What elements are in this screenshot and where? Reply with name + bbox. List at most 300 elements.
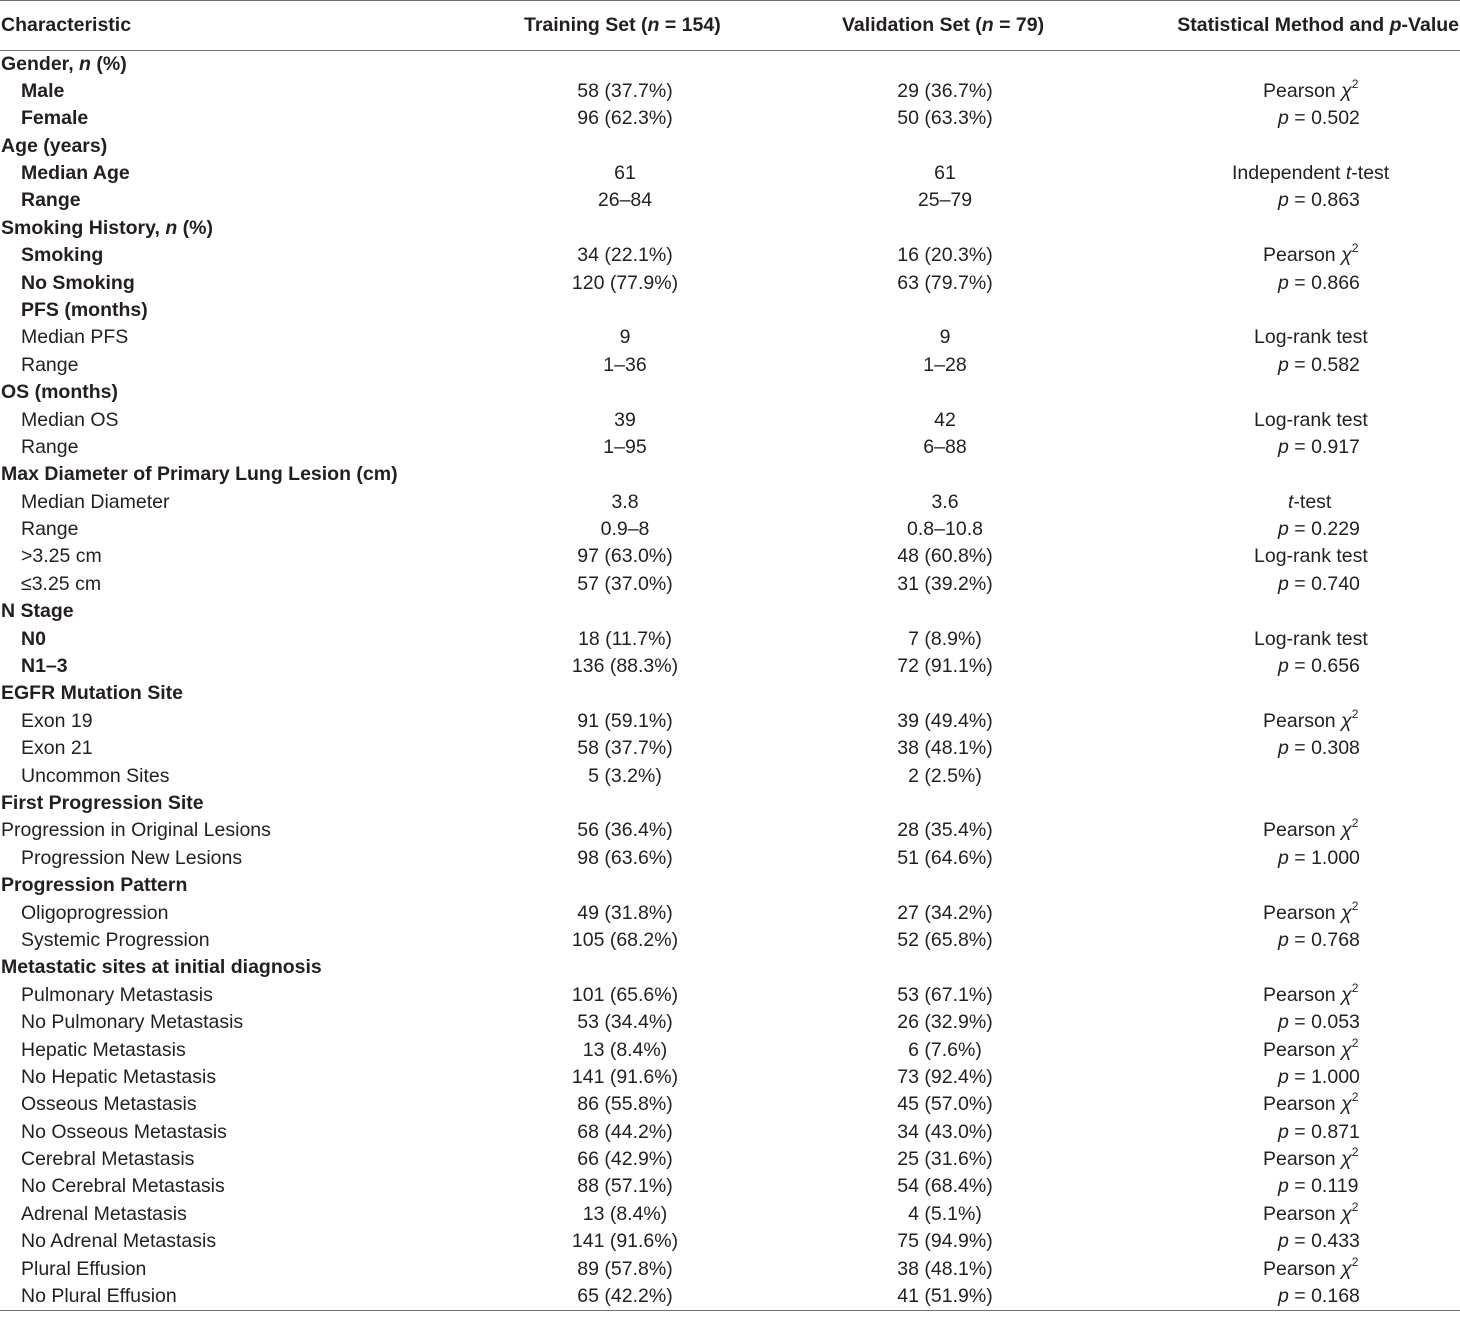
characteristic-cell [0, 1037, 470, 1064]
statistic-italic: t [1288, 490, 1294, 513]
statistic-cell [1110, 544, 1460, 571]
header-training-n: n [647, 14, 660, 36]
statistic-cell [1110, 900, 1460, 927]
statistic-cell [1110, 927, 1460, 954]
characteristic-label: PFS (months) [21, 298, 148, 321]
statistic-italic: p [1278, 846, 1289, 869]
characteristic-label: N Stage [1, 600, 74, 623]
validation-value: 2 (2.5%) [908, 764, 982, 787]
statistic-superscript: 2 [1351, 1254, 1359, 1269]
statistic-cell [1110, 708, 1460, 735]
characteristic-label: No Osseous Metastasis [21, 1120, 227, 1143]
characteristic-label: Range [21, 353, 79, 376]
validation-value [780, 790, 1110, 817]
statistic-suffix: -test [1351, 162, 1390, 184]
statistic-superscript: 2 [1351, 241, 1359, 256]
statistic-cell [1110, 379, 1460, 406]
characteristic-cell [0, 352, 470, 379]
table-row [0, 489, 1460, 516]
characteristic-cell [0, 1201, 470, 1228]
table-row [0, 817, 1460, 844]
statistic-text: Pearson [1263, 1257, 1342, 1280]
table-row [0, 215, 1460, 242]
characteristic-cell [0, 1146, 470, 1173]
statistic-cell [1110, 461, 1460, 488]
statistic-cell [1110, 215, 1460, 242]
validation-value: 61 [934, 162, 956, 184]
validation-value: 6–88 [923, 435, 967, 458]
statistic-text: Pearson [1263, 1093, 1342, 1116]
training-value [470, 954, 780, 981]
training-value: 1–36 [603, 353, 647, 376]
statistic-italic: p [1278, 655, 1289, 678]
validation-value: 6 (7.6%) [908, 1038, 982, 1061]
characteristic-label: Range [21, 435, 79, 458]
statistic-cell [1110, 845, 1460, 872]
statistic-italic: p [1278, 1230, 1289, 1253]
validation-value: 51 (64.6%) [897, 846, 993, 869]
characteristic-cell [0, 927, 470, 954]
validation-value: 16 (20.3%) [897, 244, 993, 267]
training-value: 61 [614, 162, 636, 184]
training-value [470, 680, 780, 707]
statistic-cell [1110, 516, 1460, 543]
statistic-cell [1110, 626, 1460, 653]
characteristic-cell [0, 544, 470, 571]
characteristic-cell [0, 297, 470, 324]
statistic-suffix: = 0.866 [1288, 271, 1360, 294]
characteristic-cell [0, 516, 470, 543]
statistic-cell [1110, 297, 1460, 324]
characteristic-label: Progression in Original Lesions [1, 819, 271, 842]
statistic-text: Pearson [1263, 1038, 1342, 1061]
table-row [0, 1256, 1460, 1283]
validation-value [780, 872, 1110, 899]
statistic-cell [1110, 242, 1460, 269]
statistic-cell [1110, 1037, 1460, 1064]
characteristic-cell [0, 1256, 470, 1283]
statistic-italic: p [1278, 1120, 1289, 1143]
statistic-cell [1110, 1228, 1460, 1255]
characteristic-cell [0, 324, 470, 351]
training-value: 101 (65.6%) [571, 983, 679, 1006]
statistic-suffix: = 1.000 [1288, 846, 1360, 869]
statistic-suffix: = 0.740 [1288, 572, 1360, 595]
statistic-italic: χ [1341, 1038, 1352, 1061]
training-value [470, 872, 780, 899]
characteristic-label: Smoking History, [1, 216, 166, 239]
statistic-cell [1110, 324, 1460, 351]
training-value: 53 (34.4%) [577, 1011, 673, 1034]
characteristic-label: No Hepatic Metastasis [21, 1065, 217, 1088]
validation-value: 31 (39.2%) [897, 572, 993, 595]
characteristic-label: EGFR Mutation Site [1, 682, 183, 705]
statistic-cell [1110, 1064, 1460, 1091]
table-row [0, 544, 1460, 571]
characteristic-label: Median Diameter [21, 490, 170, 513]
statistic-cell [1110, 1256, 1460, 1283]
statistic-suffix: = 0.582 [1288, 353, 1360, 376]
characteristic-label: No Plural Effusion [21, 1284, 177, 1307]
training-value: 1–95 [603, 435, 647, 458]
validation-value: 1–28 [923, 353, 967, 376]
training-value: 56 (36.4%) [577, 819, 673, 842]
table-row [0, 1174, 1460, 1201]
characteristic-label: Pulmonary Metastasis [21, 983, 213, 1006]
characteristic-cell [0, 872, 470, 899]
table-body [0, 51, 1460, 1311]
header-validation-post: = 79) [993, 14, 1045, 36]
validation-value: 38 (48.1%) [897, 1257, 993, 1280]
statistic-cell [1110, 105, 1460, 132]
statistic-cell [1110, 187, 1460, 214]
statistic-suffix: = 0.308 [1288, 737, 1360, 760]
validation-value [780, 133, 1110, 160]
header-statistical-method [1110, 1, 1460, 51]
statistic-italic: χ [1341, 79, 1352, 102]
training-value: 141 (91.6%) [571, 1230, 679, 1253]
characteristic-label: Hepatic Metastasis [21, 1038, 186, 1061]
validation-value: 72 (91.1%) [897, 655, 993, 678]
table-row [0, 1228, 1460, 1255]
training-value [470, 51, 780, 78]
training-value: 105 (68.2%) [571, 928, 679, 951]
statistic-suffix: = 0.917 [1288, 435, 1360, 458]
characteristic-label-suffix: (%) [177, 216, 214, 239]
validation-value: 53 (67.1%) [897, 983, 993, 1006]
table-row [0, 598, 1460, 625]
statistic-cell [1110, 1119, 1460, 1146]
table-row [0, 680, 1460, 707]
statistic-superscript: 2 [1351, 76, 1359, 91]
table-row [0, 407, 1460, 434]
statistic-text: Pearson [1263, 819, 1342, 842]
validation-value: 34 (43.0%) [897, 1120, 993, 1143]
training-value: 65 (42.2%) [470, 1283, 780, 1310]
statistic-suffix: = 0.229 [1288, 518, 1360, 541]
table-row [0, 954, 1460, 981]
characteristic-cell [0, 571, 470, 598]
training-value: 49 (31.8%) [577, 901, 673, 924]
header-training-post: = 154) [659, 14, 721, 36]
training-value: 68 (44.2%) [577, 1120, 673, 1143]
table-row [0, 516, 1460, 543]
statistic-cell [1110, 598, 1460, 625]
table-row [0, 78, 1460, 105]
characteristic-label: Max Diameter of Primary Lung Lesion (cm) [1, 463, 398, 486]
table-row [0, 1064, 1460, 1091]
statistic-italic: p [1278, 1011, 1289, 1034]
table-row [0, 1009, 1460, 1036]
characteristic-label-suffix: (%) [90, 52, 127, 75]
statistic-text: Pearson [1263, 983, 1342, 1006]
characteristic-cell [0, 407, 470, 434]
characteristic-label: Age (years) [1, 134, 108, 157]
statistic-cell [1110, 1283, 1460, 1310]
characteristic-label: OS (months) [1, 381, 118, 404]
characteristic-cell [0, 653, 470, 680]
table-row [0, 763, 1460, 790]
statistic-cell [1110, 763, 1460, 790]
header-stat-post: -Value [1401, 14, 1459, 36]
statistic-text: Log-rank test [1254, 408, 1368, 431]
statistic-superscript: 2 [1351, 898, 1359, 913]
statistic-cell [1110, 133, 1460, 160]
table-row [0, 434, 1460, 461]
training-value: 86 (55.8%) [577, 1093, 673, 1116]
training-value: 91 (59.1%) [577, 709, 673, 732]
statistic-italic: p [1278, 1175, 1289, 1198]
training-value: 13 (8.4%) [582, 1038, 668, 1061]
table-row [0, 51, 1460, 78]
characteristic-cell [0, 1283, 470, 1310]
table-row [0, 270, 1460, 297]
table-row [0, 708, 1460, 735]
statistic-italic: p [1278, 518, 1289, 541]
characteristic-cell [0, 763, 470, 790]
characteristic-label: First Progression Site [1, 791, 204, 814]
validation-value: 75 (94.9%) [897, 1230, 993, 1253]
statistic-cell [1110, 680, 1460, 707]
statistic-italic: p [1278, 1284, 1289, 1307]
characteristic-label: No Cerebral Metastasis [21, 1175, 225, 1198]
validation-value: 52 (65.8%) [897, 928, 993, 951]
statistic-cell [1110, 78, 1460, 105]
characteristic-label: >3.25 cm [21, 545, 102, 568]
characteristic-label: Plural Effusion [21, 1257, 147, 1280]
characteristic-label: Median PFS [21, 326, 129, 349]
statistic-suffix: = 0.168 [1288, 1284, 1360, 1307]
table-row [0, 653, 1460, 680]
training-value: 89 (57.8%) [577, 1257, 673, 1280]
characteristic-cell [0, 790, 470, 817]
validation-value: 73 (92.4%) [897, 1065, 993, 1088]
validation-value: 25–79 [917, 189, 973, 212]
statistic-cell [1110, 489, 1460, 516]
training-value: 0.9–8 [600, 518, 650, 541]
characteristic-cell [0, 1119, 470, 1146]
characteristic-cell [0, 434, 470, 461]
statistic-cell [1110, 571, 1460, 598]
characteristic-cell [0, 242, 470, 269]
header-stat-p: p [1389, 14, 1402, 36]
characteristic-label: Uncommon Sites [21, 764, 170, 787]
validation-value: 9 [939, 326, 951, 349]
validation-value: 25 (31.6%) [897, 1148, 993, 1171]
validation-value: 48 (60.8%) [897, 545, 993, 568]
table-row [0, 872, 1460, 899]
characteristic-cell [0, 817, 470, 844]
characteristic-label: Progression Pattern [1, 874, 188, 897]
training-value [470, 790, 780, 817]
characteristic-cell [0, 270, 470, 297]
validation-value [780, 215, 1110, 242]
characteristic-cell [0, 1009, 470, 1036]
statistic-cell [1110, 872, 1460, 899]
validation-value: 28 (35.4%) [897, 819, 993, 842]
statistic-suffix: = 0.871 [1288, 1120, 1360, 1143]
characteristic-label: Gender, [1, 52, 80, 75]
characteristic-cell [0, 51, 470, 78]
table-row [0, 1037, 1460, 1064]
characteristic-cell [0, 187, 470, 214]
characteristic-label: Systemic Progression [21, 928, 210, 951]
characteristic-label: No Smoking [21, 271, 135, 294]
characteristic-cell [0, 1091, 470, 1118]
characteristic-cell [0, 133, 470, 160]
statistic-suffix: = 0.863 [1288, 189, 1360, 212]
statistic-italic: t [1345, 162, 1352, 184]
statistic-italic: p [1278, 928, 1289, 951]
statistic-italic: χ [1341, 1257, 1352, 1280]
statistic-superscript: 2 [1351, 1090, 1359, 1105]
statistic-cell [1110, 407, 1460, 434]
characteristic-label: ≤3.25 cm [21, 572, 102, 595]
characteristic-label: Range [21, 189, 81, 212]
characteristic-cell [0, 1174, 470, 1201]
statistic-suffix: = 0.656 [1288, 655, 1360, 678]
statistic-suffix: = 0.768 [1288, 928, 1360, 951]
characteristic-cell [0, 78, 470, 105]
statistic-italic: χ [1341, 901, 1352, 924]
validation-value: 41 (51.9%) [780, 1283, 1110, 1310]
statistic-text: Log-rank test [1254, 326, 1368, 349]
training-value [470, 215, 780, 242]
table-row [0, 1201, 1460, 1228]
statistic-superscript: 2 [1351, 980, 1359, 995]
statistic-italic: p [1278, 353, 1289, 376]
table-row [0, 1283, 1460, 1310]
training-value [470, 297, 780, 324]
table-row [0, 900, 1460, 927]
statistic-text: Log-rank test [1254, 545, 1368, 568]
table-row [0, 845, 1460, 872]
statistic-superscript: 2 [1351, 816, 1359, 831]
table-row [0, 133, 1460, 160]
characteristic-label: Exon 19 [21, 709, 93, 732]
characteristic-label: Median Age [21, 162, 130, 184]
validation-value: 42 [934, 408, 956, 431]
characteristic-cell [0, 160, 470, 187]
table-row [0, 160, 1460, 187]
training-value [470, 379, 780, 406]
statistic-italic: p [1278, 189, 1289, 212]
characteristic-cell [0, 379, 470, 406]
statistic-italic: p [1278, 1065, 1289, 1088]
statistic-italic: χ [1341, 244, 1352, 267]
training-value: 9 [619, 326, 631, 349]
characteristic-cell [0, 735, 470, 762]
validation-value: 39 (49.4%) [897, 709, 993, 732]
statistic-cell [1110, 270, 1460, 297]
table-row [0, 1146, 1460, 1173]
header-validation-pre: Validation Set ( [842, 14, 982, 36]
characteristic-label-italic: n [79, 52, 91, 75]
table-row [0, 352, 1460, 379]
validation-value: 0.8–10.8 [907, 518, 983, 541]
characteristic-label: Adrenal Metastasis [21, 1202, 187, 1225]
header-characteristic: Characteristic [0, 1, 470, 51]
characteristic-cell [0, 954, 470, 981]
validation-value: 27 (34.2%) [897, 901, 993, 924]
statistic-text: Pearson [1263, 79, 1342, 102]
statistic-cell [1110, 434, 1460, 461]
training-value: 66 (42.9%) [577, 1148, 673, 1171]
statistic-italic: p [1278, 107, 1289, 130]
statistic-cell [1110, 51, 1460, 78]
validation-value: 63 (79.7%) [897, 271, 993, 294]
statistic-italic: p [1278, 737, 1289, 760]
statistic-cell [1110, 1201, 1460, 1228]
statistic-italic: χ [1341, 819, 1352, 842]
training-value: 57 (37.0%) [577, 572, 673, 595]
statistic-cell [1110, 1009, 1460, 1036]
validation-value [780, 297, 1110, 324]
statistic-cell [1110, 653, 1460, 680]
training-value: 98 (63.6%) [577, 846, 673, 869]
validation-value [780, 954, 1110, 981]
characteristic-label: Exon 21 [21, 737, 93, 760]
training-value: 141 (91.6%) [571, 1065, 679, 1088]
statistic-suffix: -test [1293, 490, 1332, 513]
table-row [0, 1091, 1460, 1118]
statistic-suffix: = 1.000 [1288, 1065, 1360, 1088]
statistic-cell [1110, 735, 1460, 762]
characteristic-label: N1–3 [21, 655, 68, 678]
characteristic-cell [0, 1228, 470, 1255]
statistic-cell [1110, 160, 1460, 187]
statistic-italic: χ [1341, 1202, 1352, 1225]
validation-value [780, 680, 1110, 707]
validation-value [780, 379, 1110, 406]
statistic-superscript: 2 [1351, 706, 1359, 721]
table-row [0, 1119, 1460, 1146]
statistic-cell [1110, 352, 1460, 379]
characteristic-label: Female [21, 107, 89, 130]
characteristic-cell [0, 680, 470, 707]
statistic-text: Log-rank test [1254, 627, 1368, 650]
validation-value: 26 (32.9%) [897, 1011, 993, 1034]
characteristic-label: Progression New Lesions [21, 846, 243, 869]
training-value: 26–84 [597, 189, 653, 212]
statistic-italic: p [1278, 271, 1289, 294]
training-value: 120 (77.9%) [571, 271, 679, 294]
statistic-italic: χ [1341, 1148, 1352, 1171]
table-row [0, 187, 1460, 214]
characteristic-cell [0, 845, 470, 872]
statistic-suffix: = 0.433 [1288, 1230, 1360, 1253]
header-validation-set [780, 1, 1110, 51]
training-value: 88 (57.1%) [577, 1175, 673, 1198]
validation-value: 45 (57.0%) [897, 1093, 993, 1116]
characteristic-label: Metastatic sites at initial diagnosis [1, 956, 322, 979]
characteristic-cell [0, 900, 470, 927]
header-training-set [470, 1, 780, 51]
table-row [0, 324, 1460, 351]
validation-value: 29 (36.7%) [897, 79, 993, 102]
validation-value [780, 461, 1110, 488]
statistic-suffix: = 0.053 [1288, 1011, 1360, 1034]
table-row [0, 297, 1460, 324]
statistic-italic: χ [1341, 1093, 1352, 1116]
training-value [470, 598, 780, 625]
validation-value: 7 (8.9%) [908, 627, 982, 650]
validation-value: 50 (63.3%) [897, 107, 993, 130]
characteristic-cell [0, 708, 470, 735]
statistic-cell [1110, 790, 1460, 817]
table-row [0, 379, 1460, 406]
characteristic-cell [0, 215, 470, 242]
